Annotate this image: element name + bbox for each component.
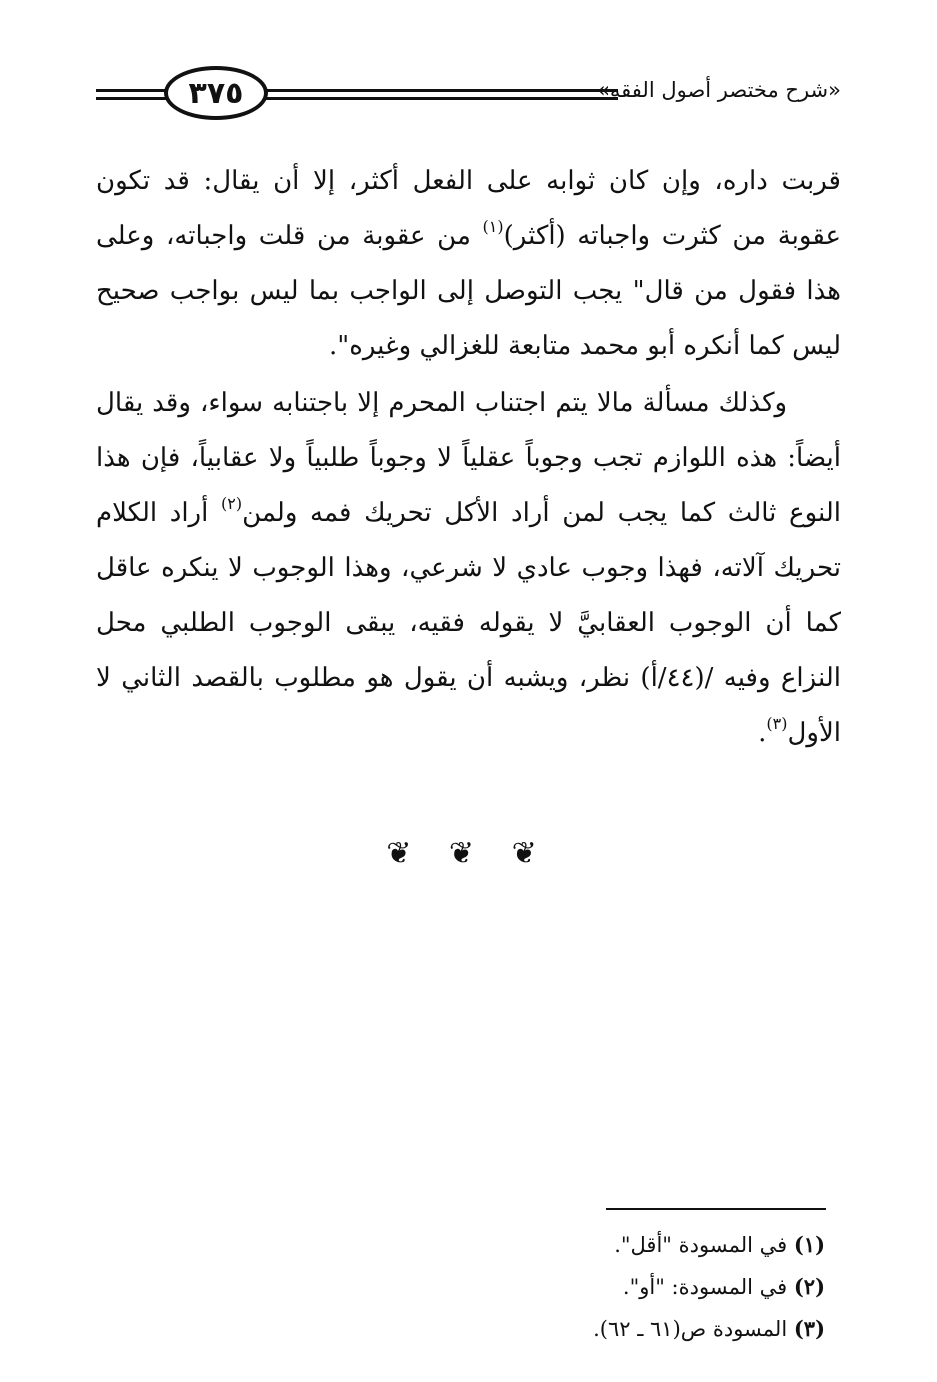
- header-rule-right: [264, 89, 618, 100]
- footnote-ref-3: (٣): [766, 714, 788, 733]
- section-ornament-icon: ❦ ❦ ❦: [386, 836, 551, 871]
- footnote-3: [405, 1308, 825, 1350]
- paragraph-1-text-b: من عقوبة من قلت واجباته، وعلى هذا فقول من قال" يجب التوصل إلى الواجب بما ليس بواجب صحيح ليس كما أنكره أبو محمد متابعة للغزالي وغيره".: [96, 221, 841, 361]
- paragraph-2: [96, 376, 841, 761]
- running-header: [96, 62, 841, 128]
- paragraph-2-text-c: .: [758, 718, 767, 748]
- footnote-text: في المسودة: "أو".: [622, 1275, 794, 1299]
- footnote-ref-2: (٢): [221, 494, 243, 513]
- header-rule-left: [96, 89, 174, 100]
- paragraph-1-text-a: قربت داره، وإن كان ثوابه على الفعل أكثر، إلا أن يقال: قد تكون عقوبة من كثرت واجباته (أكثر): [96, 166, 841, 251]
- footnote-1: [405, 1224, 825, 1266]
- paragraph-1: [96, 154, 841, 374]
- main-text: [96, 154, 841, 761]
- footnotes: [405, 1224, 825, 1350]
- footnote-number: (٣): [793, 1316, 825, 1341]
- paragraph-2-text-a: وكذلك مسألة مالا يتم اجتناب المحرم إلا باجتنابه سواء، وقد يقال أيضاً: هذه اللوازم تجب وجوباً عقلياً لا وجوباً طلبياً ولا عقابياً، فإن هذا النوع ثالث كما يجب لمن أراد الأكل تحريك فمه ولمن: [96, 388, 841, 528]
- footnote-number: (٢): [793, 1274, 825, 1299]
- page-number: ٣٧٥: [164, 66, 268, 120]
- paragraph-2-text-b: أراد الكلام تحريك آلاته، فهذا وجوب عادي لا شرعي، وهذا الوجوب لا ينكره عاقل كما أن الوجوب العقابيَّ لا يقوله فقيه، يبقى الوجوب الطلبي محل النزاع وفيه /(٤٤/أ) نظر، ويشبه أن يقول هو مطلوب بالقصد الثاني لا الأول: [96, 498, 841, 748]
- footnote-text: المسودة ص(٦١ ـ ٦٢).: [593, 1317, 794, 1341]
- running-title: «شرح مختصر أصول الفقه»: [597, 78, 841, 102]
- footnote-separator: [606, 1208, 826, 1210]
- footnote-ref-1: (١): [482, 217, 504, 236]
- footnote-number: (١): [793, 1232, 825, 1257]
- footnote-2: [405, 1266, 825, 1308]
- footnote-text: في المسودة "أقل".: [614, 1233, 794, 1257]
